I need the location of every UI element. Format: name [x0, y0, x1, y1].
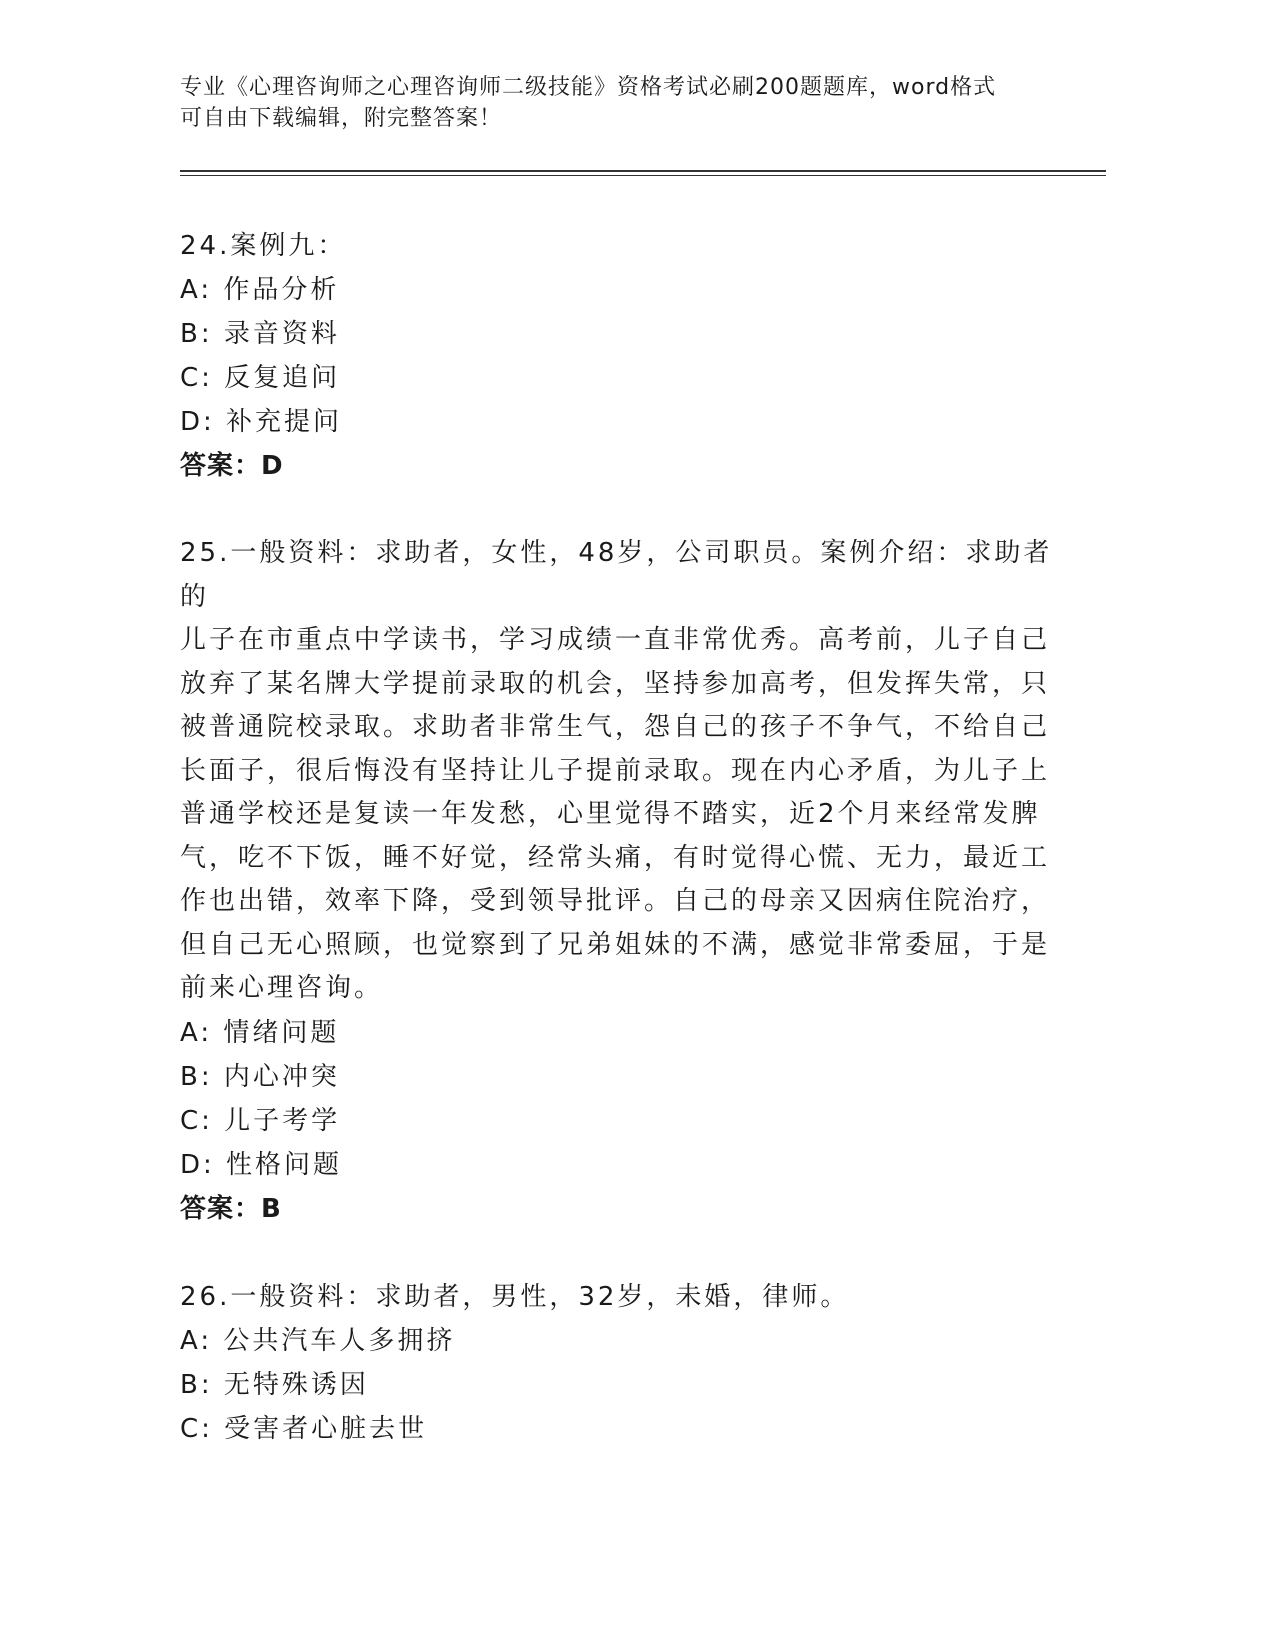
stem-line: 普通学校还是复读一年发愁，心里觉得不踏实，近2个月来经常发脾 [180, 799, 1041, 829]
option-c: C: 受害者心脏去世 [180, 1413, 428, 1444]
stem-line: 25.一般资料：求助者，女性，48岁，公司职员。案例介绍：求助者的 [180, 538, 1053, 612]
option-c: C: 儿子考学 [180, 1105, 341, 1136]
question-24 [180, 224, 1060, 488]
answer-line: 答案：D [180, 451, 284, 481]
stem-line: 前来心理咨询。 [180, 973, 384, 1003]
option-d: D: 补充提问 [180, 407, 343, 437]
question-26 [180, 1275, 1060, 1451]
question-stem [180, 532, 1060, 1011]
option-b: B: 无特殊诱因 [180, 1369, 369, 1400]
stem-line: 气，吃不下饭，睡不好觉，经常头痛，有时觉得心慌、无力，最近工 [180, 842, 1051, 873]
document-header [180, 72, 1040, 134]
question-25 [180, 532, 1060, 1231]
header-line-2: 可自由下载编辑，附完整答案！ [180, 106, 503, 131]
question-stem: 24.案例九： [180, 231, 347, 261]
option-c: C: 反复追问 [180, 363, 341, 393]
question-list [180, 224, 1060, 1495]
stem-line: 作也出错，效率下降，受到领导批评。自己的母亲又因病住院治疗， [180, 886, 1051, 916]
answer-line: 答案：B [180, 1193, 282, 1224]
option-b: B: 录音资料 [180, 319, 340, 349]
stem-line: 儿子在市重点中学读书，学习成绩一直非常优秀。高考前，儿子自己 [180, 625, 1051, 655]
option-a: A: 作品分析 [180, 275, 340, 305]
question-stem: 26.一般资料：求助者，男性，32岁，未婚，律师。 [180, 1281, 850, 1312]
stem-line: 被普通院校录取。求助者非常生气，怨自己的孩子不争气，不给自己 [180, 712, 1051, 742]
stem-line: 但自己无心照顾，也觉察到了兄弟姐妹的不满，感觉非常委屈，于是 [180, 929, 1051, 960]
stem-line: 长面子，很后悔没有坚持让儿子提前录取。现在内心矛盾，为儿子上 [180, 755, 1051, 786]
header-divider-thin [180, 175, 1106, 176]
option-a: A: 公共汽车人多拥挤 [180, 1325, 456, 1356]
header-line-1: 专业《心理咨询师之心理咨询师二级技能》资格考试必刷200题题库，word格式 [180, 75, 997, 100]
option-b: B: 内心冲突 [180, 1061, 340, 1092]
option-a: A: 情绪问题 [180, 1017, 340, 1048]
option-d: D: 性格问题 [180, 1149, 343, 1180]
header-divider-thick [180, 170, 1106, 172]
stem-line: 放弃了某名牌大学提前录取的机会，坚持参加高考，但发挥失常，只 [180, 668, 1051, 699]
